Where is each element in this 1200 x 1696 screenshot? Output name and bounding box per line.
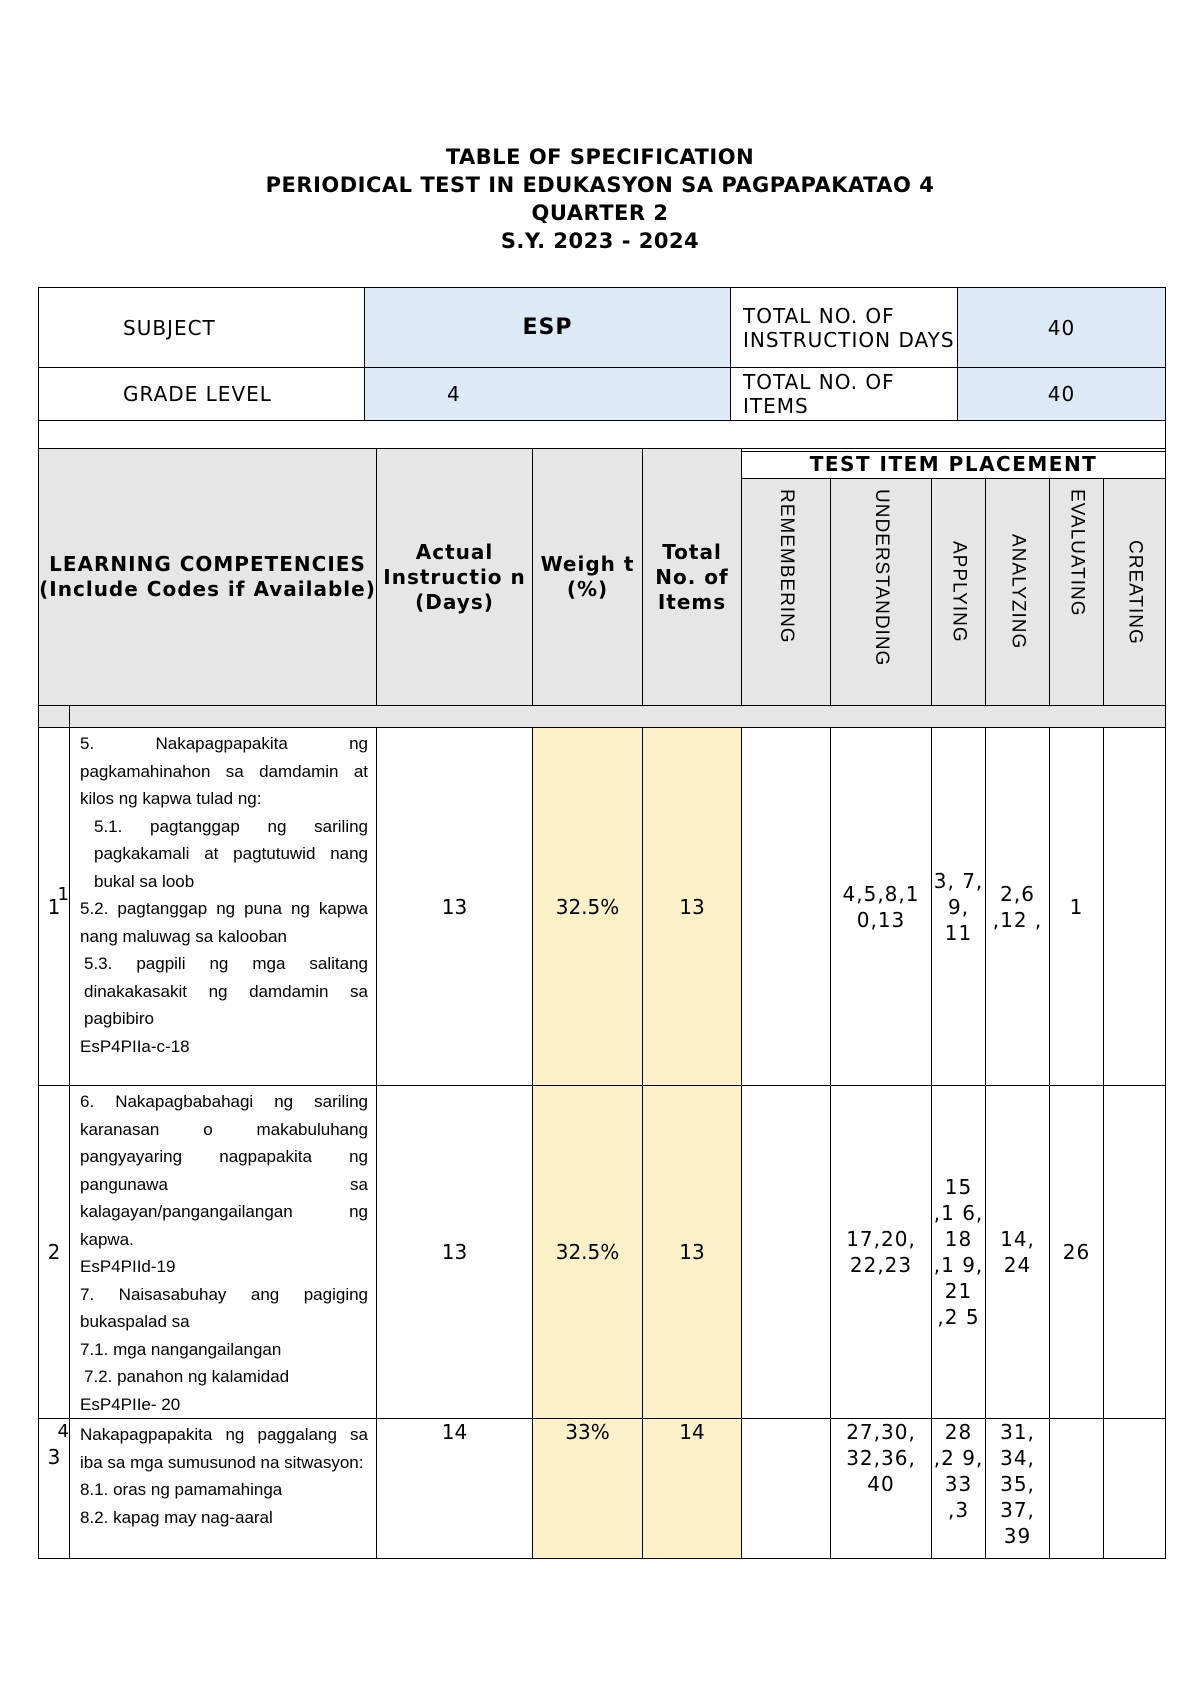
competency-code: EsP4PIId-19 — [80, 1257, 176, 1276]
total-items-cell: 13 — [643, 1086, 742, 1419]
header-actual-days: Actual Instructio n (Days) — [377, 449, 533, 706]
header-remembering — [742, 479, 831, 706]
creating-cell — [1104, 1086, 1166, 1419]
instruction-days-label: TOTAL NO. OF INSTRUCTION DAYS — [731, 288, 958, 368]
evaluating-cell: 26 — [1050, 1086, 1104, 1419]
title-line-3: QUARTER 2 — [531, 201, 669, 225]
header-total-items: Total No. of Items — [643, 449, 742, 706]
competency-cell — [70, 1086, 377, 1419]
title-line-2: PERIODICAL TEST IN EDUKASYON SA PAGPAPAKATAO 4 — [265, 173, 935, 197]
competency-line: 5.1. pagtanggap ng sariling pagkakamali at pagtutuwid nang bukal sa loob — [94, 816, 369, 891]
row-number — [39, 1419, 70, 1559]
analyzing-cell: 2,6 ,12 , — [986, 728, 1050, 1086]
row-number — [39, 1086, 70, 1419]
applying-cell: 28 ,2 9, 33 ,3 — [932, 1419, 986, 1559]
header-evaluating — [1050, 479, 1104, 706]
competency-line: Nakapagpapakita ng paggalang sa iba sa mga sumusunod na sitwasyon: — [80, 1425, 369, 1472]
creating-label: CREATING — [1124, 539, 1146, 645]
header-understanding — [831, 479, 932, 706]
instruction-days-value: 40 — [958, 288, 1166, 368]
actual-days-cell: 13 — [377, 728, 533, 1086]
evaluating-label: EVALUATING — [1066, 489, 1088, 617]
evaluating-cell — [1050, 1419, 1104, 1559]
row-number-main: 1 — [47, 894, 61, 919]
competency-line: 8.2. kapag may nag-aaral — [80, 1507, 273, 1527]
row-number-top: 4 — [57, 1421, 69, 1442]
competency-code: EsP4PIIa-c-18 — [80, 1036, 190, 1056]
applying-cell: 3, 7, 9, 11 — [932, 728, 986, 1086]
weight-cell: 32.5% — [533, 1086, 643, 1419]
competency-code: EsP4PIIe- 20 — [80, 1394, 181, 1414]
header-applying — [932, 479, 986, 706]
weight-cell: 32.5% — [533, 728, 643, 1086]
understanding-label: UNDERSTANDING — [871, 489, 893, 667]
subject-value: ESP — [365, 288, 731, 368]
spacer-row — [39, 421, 1166, 452]
grade-level-label: GRADE LEVEL — [39, 368, 365, 421]
competency-line: 7.1. mga nangangailangan — [80, 1339, 282, 1359]
actual-days-cell: 14 — [377, 1419, 533, 1559]
competency-line: 7. Naisasabuhay ang pagiging bukaspalad sa — [80, 1284, 369, 1331]
analyzing-cell: 14, 24 — [986, 1086, 1050, 1419]
competency-line: 5. Nakapagpapakita ng pagkamahinahon sa damdamin at kilos ng kapwa tulad ng: — [80, 734, 369, 808]
total-items-value: 40 — [958, 368, 1166, 421]
subject-label: SUBJECT — [39, 288, 365, 368]
row-number-top: 1 — [57, 884, 69, 905]
row-number-main: 2 — [47, 1240, 61, 1264]
applying-label: APPLYING — [948, 541, 970, 643]
applying-cell: 15 ,1 6, 18 ,1 9, 21 ,2 5 — [932, 1086, 986, 1419]
table-row — [39, 728, 1166, 1086]
title-line-1: TABLE OF SPECIFICATION — [445, 145, 755, 169]
competency-line: 6. Nakapagbabahagi ng sariling karanasan o makabuluhang pangyayaring nagpapakita ng pangunawa sa kalagayan/pangangailangan ng kapwa. — [80, 1092, 369, 1249]
header-analyzing — [986, 479, 1050, 706]
info-table — [38, 287, 1166, 452]
creating-cell — [1104, 728, 1166, 1086]
header-weight: Weigh t (%) — [533, 449, 643, 706]
total-items-cell: 14 — [643, 1419, 742, 1559]
competency-line: 7.2. panahon ng kalamidad — [84, 1367, 290, 1386]
table-row — [39, 1419, 1166, 1559]
header-creating — [1104, 479, 1166, 706]
header-competencies: LEARNING COMPETENCIES (Include Codes if Available) — [39, 449, 377, 706]
grade-level-value: 4 — [365, 368, 731, 421]
header-test-item-placement: TEST ITEM PLACEMENT — [742, 449, 1166, 479]
understanding-cell: 4,5,8,1 0,13 — [831, 728, 932, 1086]
analyzing-cell: 31, 34, 35, 37, 39 — [986, 1419, 1050, 1559]
competency-line: 5.3. pagpili ng mga salitang dinakakasakit ng damdamin sa pagbibiro — [84, 954, 369, 1028]
competency-line: 5.2. pagtanggap ng puna ng kapwa nang maluwag sa kalooban — [80, 899, 369, 946]
competency-line: 8.1. oras ng pamamahinga — [80, 1480, 283, 1499]
weight-cell: 33% — [533, 1419, 643, 1559]
document-title-block — [0, 143, 1200, 255]
remembering-cell — [742, 728, 831, 1086]
row-number-main: 3 — [47, 1445, 61, 1469]
remembering-cell — [742, 1086, 831, 1419]
competency-cell — [70, 1419, 377, 1559]
remembering-label: REMEMBERING — [776, 489, 798, 644]
competency-cell — [70, 728, 377, 1086]
header-divider-row — [39, 706, 1166, 728]
understanding-cell: 27,30, 32,36, 40 — [831, 1419, 932, 1559]
title-line-4: S.Y. 2023 - 2024 — [500, 229, 700, 253]
total-items-cell: 13 — [643, 728, 742, 1086]
actual-days-cell: 13 — [377, 1086, 533, 1419]
evaluating-cell: 1 — [1050, 728, 1104, 1086]
analyzing-label: ANALYZING — [1007, 534, 1029, 650]
row-number — [39, 728, 70, 1086]
specification-table — [38, 448, 1166, 1559]
understanding-cell: 17,20, 22,23 — [831, 1086, 932, 1419]
table-row — [39, 1086, 1166, 1419]
creating-cell — [1104, 1419, 1166, 1559]
total-items-label: TOTAL NO. OF ITEMS — [731, 368, 958, 421]
remembering-cell — [742, 1419, 831, 1559]
